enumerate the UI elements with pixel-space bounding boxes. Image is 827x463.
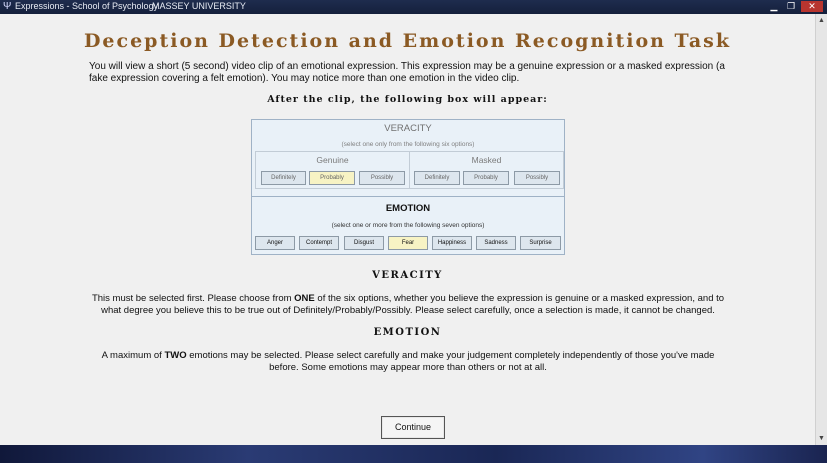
emotion-panel-title: EMOTION bbox=[385, 203, 431, 214]
veracity-text-part: of the six options, whether you believe the expression is genuine or a masked expression, and to what degree you believe this to be true out of Definitely/Probably/Possibly. Please select carefully, once a selection is made, it cannot be changed. bbox=[101, 293, 725, 316]
continue-button[interactable]: Continue bbox=[381, 416, 445, 439]
emotion-surprise-button[interactable]: Surprise bbox=[520, 236, 561, 250]
veracity-instructions bbox=[90, 293, 726, 317]
scroll-up-arrow-icon[interactable]: ▲ bbox=[818, 17, 825, 24]
veracity-emphasis: ONE bbox=[294, 293, 315, 304]
genuine-label: Genuine bbox=[316, 155, 349, 165]
veracity-panel-title: VERACITY bbox=[384, 123, 432, 134]
psi-logo-icon: Ψ bbox=[3, 1, 12, 12]
page-title: Deception Detection and Emotion Recognition Task bbox=[83, 30, 732, 52]
genuine-probably-button[interactable]: Probably bbox=[309, 171, 355, 185]
emotion-heading: EMOTION bbox=[373, 327, 442, 338]
masked-group bbox=[409, 151, 564, 189]
emotion-example-panel bbox=[251, 196, 565, 255]
veracity-example-panel bbox=[251, 119, 565, 206]
title-bar bbox=[0, 0, 827, 14]
emotion-text-part: emotions may be selected. Please select carefully and make your judgement completely independently of those you've made before. Some emotions may appear more than others or not at all. bbox=[186, 350, 715, 373]
window-title: Expressions - School of Psychology bbox=[15, 1, 159, 11]
genuine-possibly-button[interactable]: Possibly bbox=[359, 171, 405, 185]
vertical-scrollbar[interactable] bbox=[815, 14, 827, 445]
genuine-definitely-button[interactable]: Definitely bbox=[261, 171, 306, 185]
maximize-button[interactable]: ❐ bbox=[786, 1, 796, 11]
minimize-button[interactable]: ▁ bbox=[770, 1, 778, 11]
emotion-happiness-button[interactable]: Happiness bbox=[432, 236, 472, 250]
emotion-panel-subtitle: (select one or more from the following seven options) bbox=[331, 222, 485, 229]
emotion-contempt-button[interactable]: Contempt bbox=[299, 236, 339, 250]
main-content bbox=[0, 14, 815, 445]
emotion-instructions bbox=[90, 350, 726, 374]
emotion-sadness-button[interactable]: Sadness bbox=[476, 236, 516, 250]
scroll-down-arrow-icon[interactable]: ▼ bbox=[818, 435, 825, 442]
emotion-fear-button[interactable]: Fear bbox=[388, 236, 428, 250]
veracity-text-part: This must be selected first. Please choose from bbox=[91, 293, 295, 304]
emotion-anger-button[interactable]: Anger bbox=[255, 236, 295, 250]
masked-definitely-button[interactable]: Definitely bbox=[414, 171, 460, 185]
masked-probably-button[interactable]: Probably bbox=[463, 171, 509, 185]
veracity-panel-subtitle: (select one only from the following six options) bbox=[341, 141, 475, 148]
masked-possibly-button[interactable]: Possibly bbox=[514, 171, 560, 185]
close-button[interactable]: ✕ bbox=[801, 1, 823, 12]
emotion-emphasis: TWO bbox=[164, 350, 187, 361]
footer-banner bbox=[0, 445, 827, 463]
masked-label: Masked bbox=[471, 155, 502, 165]
intro-text: You will view a short (5 second) video clip of an emotional expression. This expression may be a genuine expression or a masked expression (a fake expression covering a felt emotion). You may notice more than one emotion in the video clip. bbox=[89, 61, 725, 84]
emotion-disgust-button[interactable]: Disgust bbox=[344, 236, 384, 250]
genuine-group bbox=[255, 151, 410, 189]
university-name: MASSEY UNIVERSITY bbox=[152, 1, 246, 11]
emotion-text-part: A maximum of bbox=[101, 350, 165, 361]
veracity-heading: VERACITY bbox=[372, 270, 443, 281]
after-clip-heading: After the clip, the following box will appear: bbox=[267, 94, 548, 105]
